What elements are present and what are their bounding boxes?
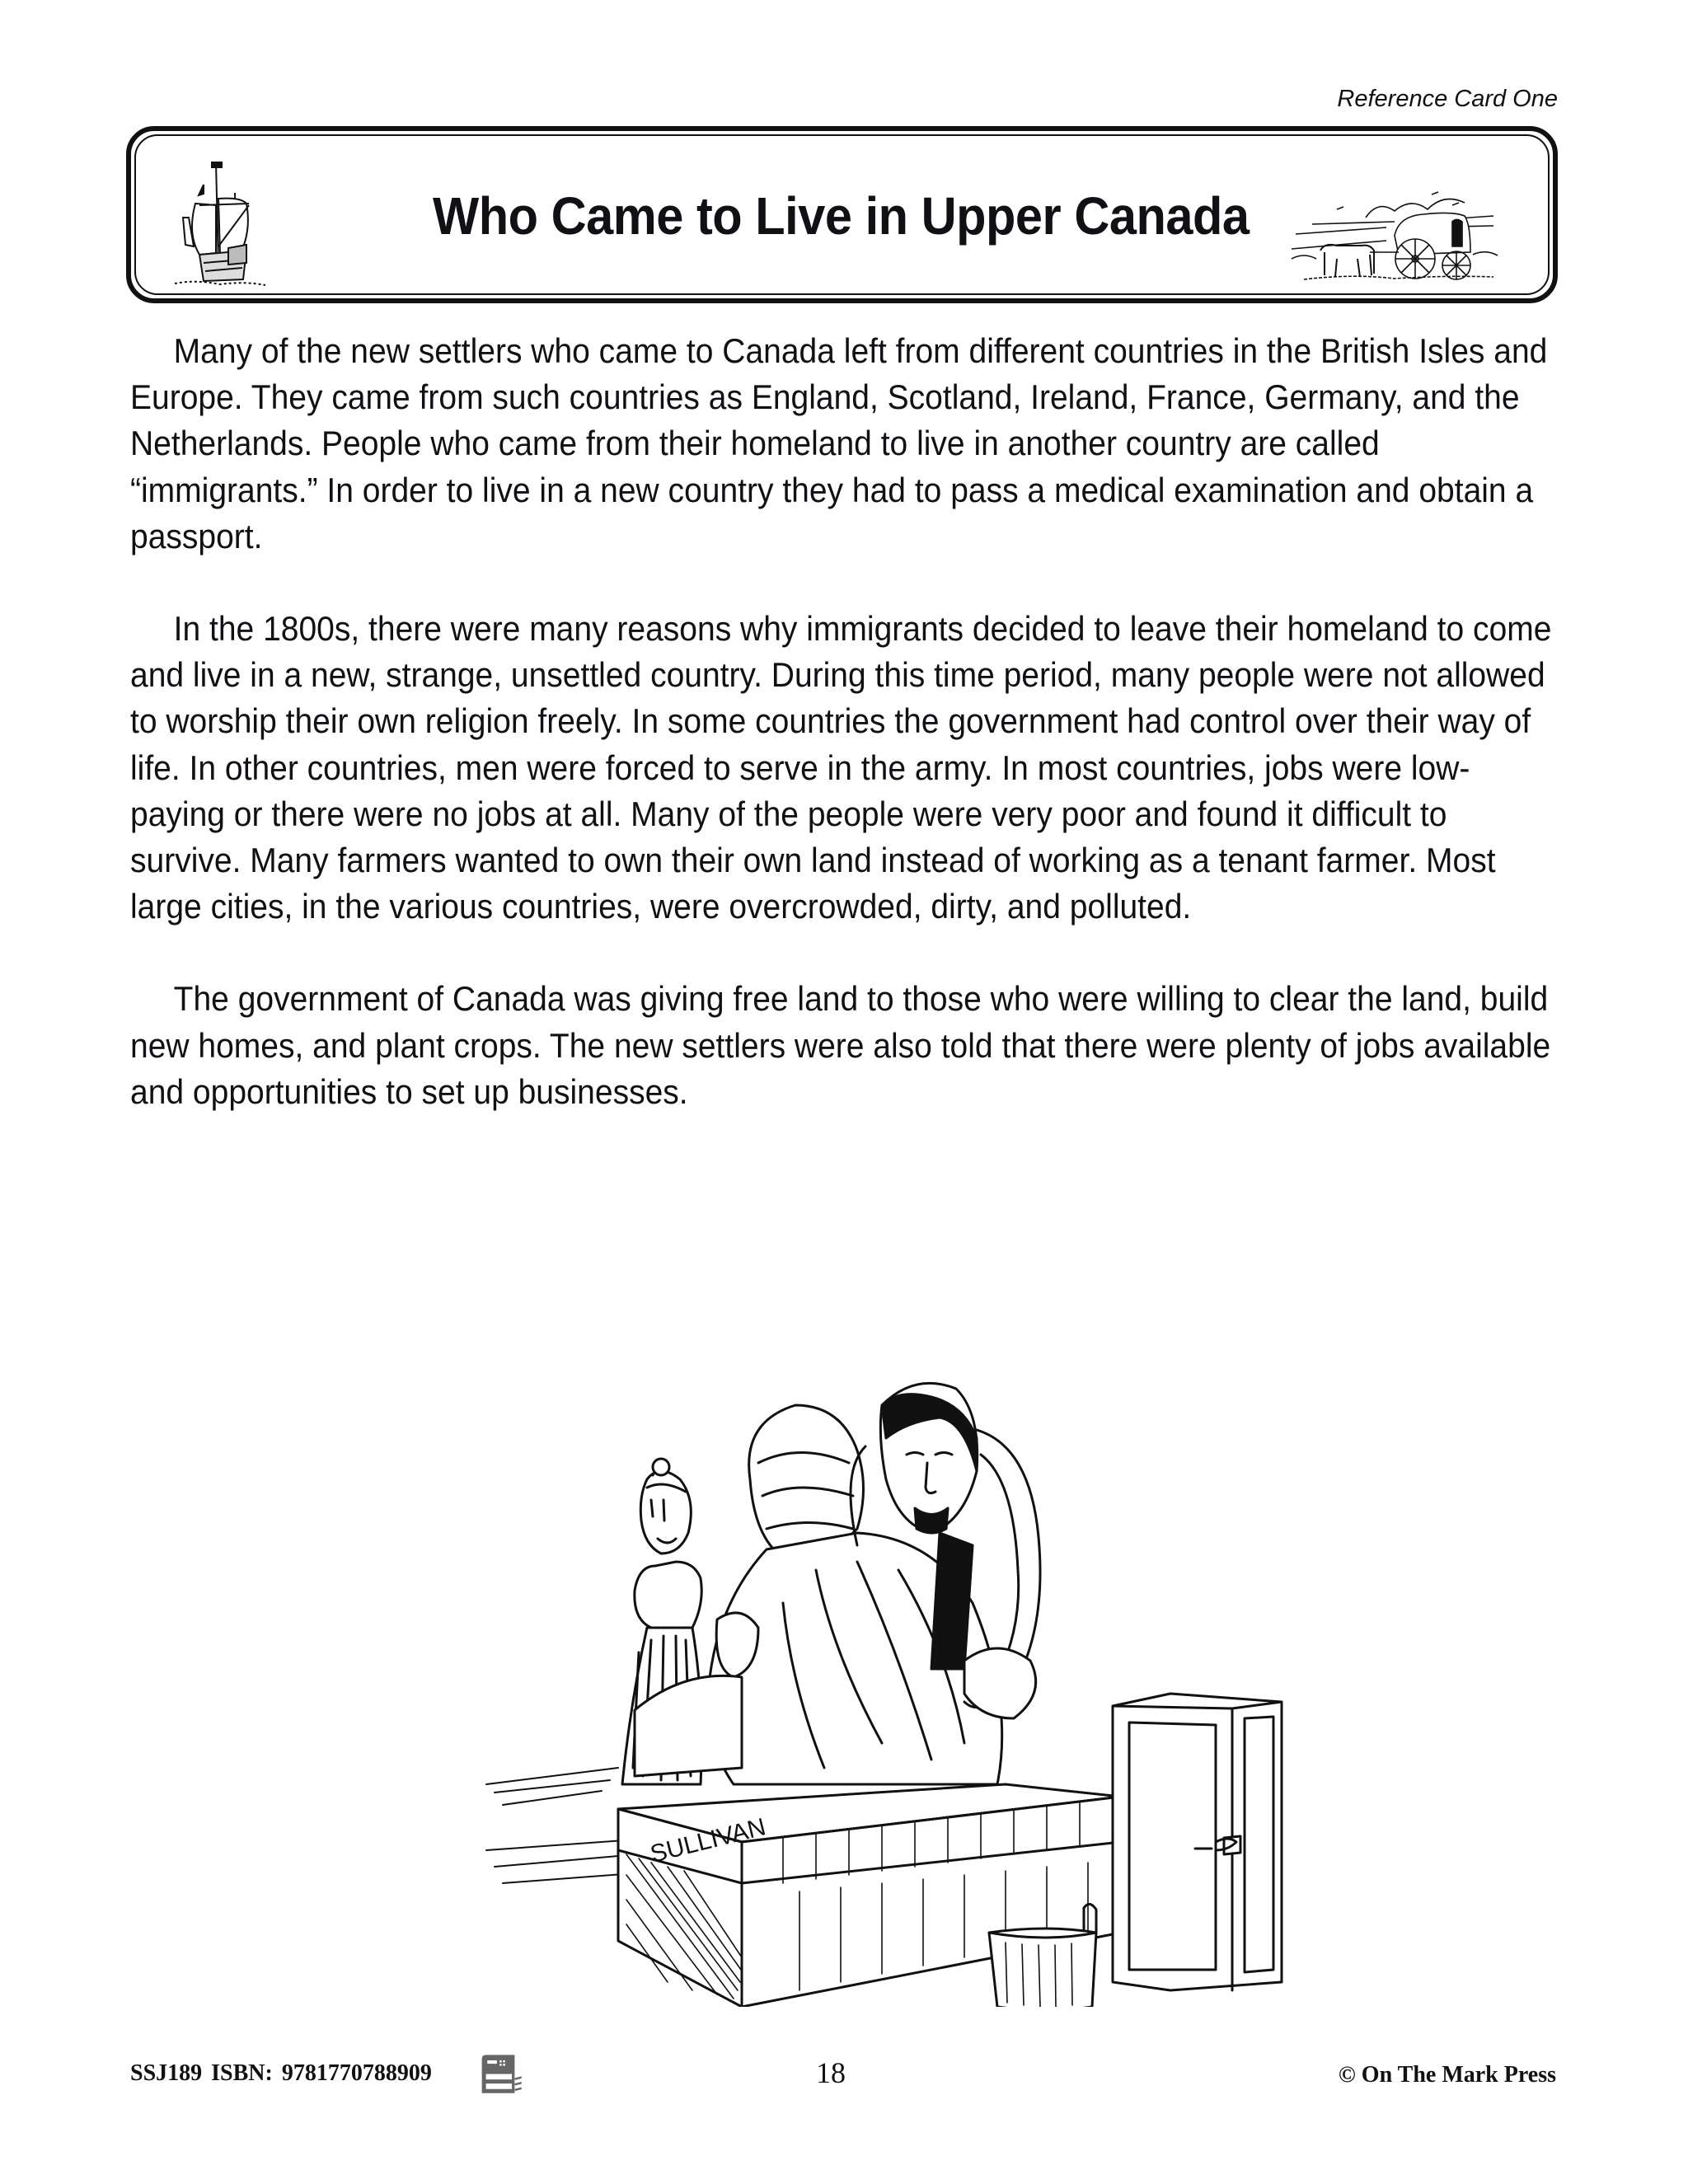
title-banner	[126, 126, 1558, 303]
paragraph-immigrants: Many of the new settlers who came to Canada left from different countries in the British Isles and Europe. They came from such countries as England, Scotland, Ireland, France, Germany, and the Netherlands. People who came from their homeland to live in another country are called “immigrants.” In order to live in a new country they had to pass a medical examination and obtain a passport.	[130, 331, 1548, 555]
immigrant-family-illustration	[470, 1356, 1294, 2007]
paragraph-free-land: The government of Canada was giving free land to those who were willing to clear the land, build new homes, and plant crops. The new settlers were also told that there were plenty of jobs available and opportunities to set up businesses.	[130, 979, 1551, 1111]
footer-copyright: © On The Mark Press	[1338, 2062, 1556, 2088]
page-title: Who Came to Live in Upper Canada	[433, 186, 1250, 246]
covered-wagon-icon	[1287, 176, 1502, 284]
reference-card-label: Reference Card One	[1337, 86, 1558, 112]
copier-icon	[476, 2052, 524, 2100]
body-text	[130, 328, 1560, 1161]
trunk-label: SULLIVAN	[647, 1813, 769, 1868]
page-number: 18	[816, 2056, 846, 2089]
paragraph-reasons: In the 1800s, there were many reasons why immigrants decided to leave their homeland to come and live in a new, strange, unsettled country. During this time period, many people were not allowed to worship their own religion freely. In some countries the government had control over their way of life. In other countries, men were forced to serve in the army. In most countries, jobs were low-paying or there were no jobs at all. Many of the people were very poor and found it difficult to survive. Many farmers wanted to own their own land instead of working as a tenant farmer. Most large cities, in the various countries, were overcrowded, dirty, and polluted.	[130, 609, 1552, 926]
footer-code-isbn: SSJ189 ISBN: 9781770788909	[130, 2060, 432, 2086]
